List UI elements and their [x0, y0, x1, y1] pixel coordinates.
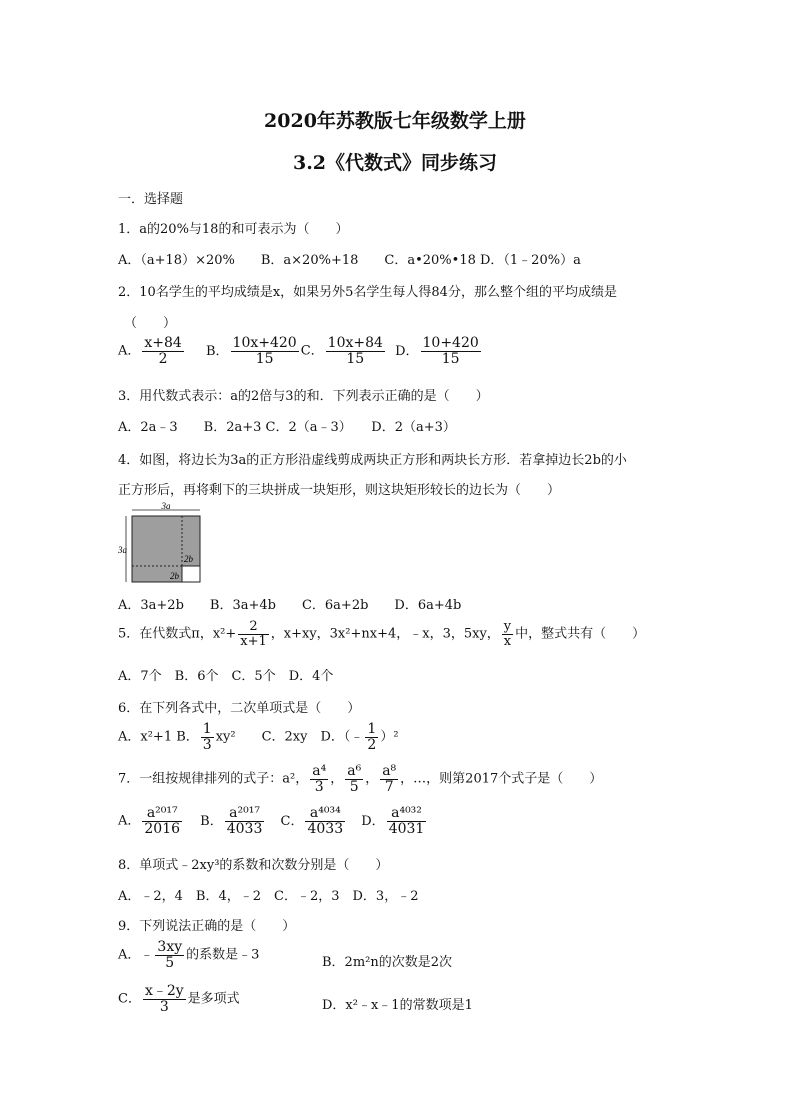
question-6-options: A．x²+1 B． $\frac{1}{3}$ xy² C．2xy D．（﹣ $\frac{1}{2}$ ）²: [118, 721, 399, 753]
term-a8-over-7: $\frac{\text{a⁸}}{7}$: [382, 763, 397, 795]
question-9-option-c: C． $\frac{x﹣2y}{3}$ 是多项式: [118, 983, 240, 1015]
question-4-options: A．3a+2b B．3a+4b C．6a+2b D．6a+4b: [118, 598, 462, 613]
option-b-label: B．: [205, 343, 229, 359]
question-4-stem-line2: 正方形后，再将剩下的三块拼成一块矩形，则这块矩形较长的边长为（ ）: [118, 483, 561, 498]
fraction-one-half: $\frac{1}{2}$: [367, 721, 377, 753]
question-1-stem: 1．a的20%与18的和可表示为（ ）: [118, 222, 349, 237]
fraction-one-third: $\frac{1}{3}$: [202, 721, 212, 753]
option-b-fraction: $\frac{\text{a²⁰¹⁷}}{4033}$: [226, 805, 263, 837]
fraction-2-over-x-plus-1: $\frac{2}{x+1}$: [240, 619, 267, 649]
question-2-stem-cont: （ ）: [124, 316, 177, 331]
question-5-options: A．7个 B．6个 C．5个 D．4个: [118, 669, 334, 684]
fraction-x-minus-2y-over-3: $\frac{x﹣2y}{3}$: [144, 983, 184, 1015]
fraction-y-over-x: $\frac{y}{x}$: [503, 619, 512, 649]
left-dimension-label: 3a: [118, 545, 127, 555]
term-a6-over-5: $\frac{\text{a⁶}}{5}$: [347, 763, 362, 795]
option-d-label: D．: [395, 343, 419, 359]
option-d-fraction: $\frac{\text{a⁴⁰³²}}{4031}$: [388, 805, 425, 837]
question-5-stem: 5．在代数式π，x²+ $\frac{2}{x+1}$ ，x+xy，3x²+nx+4，﹣x，3，5xy， $\frac{y}{x}$ 中，整式共有（ ）: [118, 619, 646, 649]
question-9-stem: 9．下列说法正确的是（ ）: [118, 919, 296, 934]
question-3-stem: 3．用代数式表示：a的2倍与3的和．下列表示正确的是（ ）: [118, 389, 489, 404]
term-a4-over-3: $\frac{\text{a⁴}}{3}$: [312, 763, 327, 795]
question-8-stem: 8．单项式﹣2xy³的系数和次数分别是（ ）: [118, 858, 389, 873]
question-9-option-d: D．x²﹣x﹣1的常数项是1: [322, 998, 473, 1013]
question-7-stem: 7．一组按规律排列的式子：a²， $\frac{\text{a⁴}}{3}$ ， $\frac{\text{a⁶}}{5}$ ， $\frac{\text{a⁸}}{7}$ ，…，则第2017个式子是（ ）: [118, 763, 603, 795]
square-diagram: [116, 500, 208, 586]
question-4-stem-line1: 4．如图，将边长为3a的正方形沿虚线剪成两块正方形和两块长方形．若拿掉边长2b的小: [118, 453, 627, 468]
question-2-options: [118, 336, 483, 366]
option-b-fraction: $\frac{10x+420}{15}$: [232, 335, 297, 367]
section-heading: 一．选择题: [118, 192, 184, 207]
option-a-fraction: $\frac{x+84}{2}$: [144, 335, 182, 367]
small-square-removed: [182, 566, 200, 582]
option-a-label: A．: [118, 343, 141, 359]
question-3-options: A．2a﹣3 B．2a+3 C．2（a﹣3） D．2（a+3）: [118, 420, 456, 435]
inner-label-bottom: 2b: [170, 571, 179, 581]
question-2-stem: 2．10名学生的平均成绩是x，如果另外5名学生每人得84分，那么整个组的平均成绩是: [118, 285, 617, 300]
fraction-3xy-over-5: $\frac{3xy}{5}$: [157, 939, 183, 971]
question-7-options: A． $\frac{\text{a²⁰¹⁷}}{2016}$ B． $\frac{\text{a²⁰¹⁷}}{4033}$ C． $\frac{\text{a⁴⁰³⁴}}{4033}$ D． $\frac{\text{a⁴⁰³²}}{4031}$: [118, 805, 425, 837]
option-c-label: C．: [300, 343, 324, 359]
question-9-option-b: B．2m²n的次数是2次: [322, 955, 453, 970]
document-title: 2020年苏教版七年级数学上册: [264, 110, 526, 132]
question-6-stem: 6．在下列各式中，二次单项式是（ ）: [118, 701, 361, 716]
top-dimension-label: 3a: [161, 501, 171, 511]
document-subtitle: 3.2《代数式》同步练习: [292, 152, 498, 174]
option-a-fraction: $\frac{\text{a²⁰¹⁷}}{2016}$: [144, 805, 181, 837]
option-d-fraction: $\frac{10+420}{15}$: [422, 335, 479, 367]
question-9-option-a: A．﹣ $\frac{3xy}{5}$ 的系数是﹣3: [118, 939, 260, 971]
option-c-fraction: $\frac{10x+84}{15}$: [327, 335, 383, 367]
option-c-fraction: $\frac{\text{a⁴⁰³⁴}}{4033}$: [307, 805, 344, 837]
question-1-options: A．（a+18）×20% B．a×20%+18 C．a•20%•18 D．（1﹣20%）a: [118, 253, 581, 268]
question-8-options: A．﹣2，4 B．4，﹣2 C．﹣2，3 D．3，﹣2: [118, 889, 419, 904]
inner-label-right: 2b: [184, 554, 193, 564]
